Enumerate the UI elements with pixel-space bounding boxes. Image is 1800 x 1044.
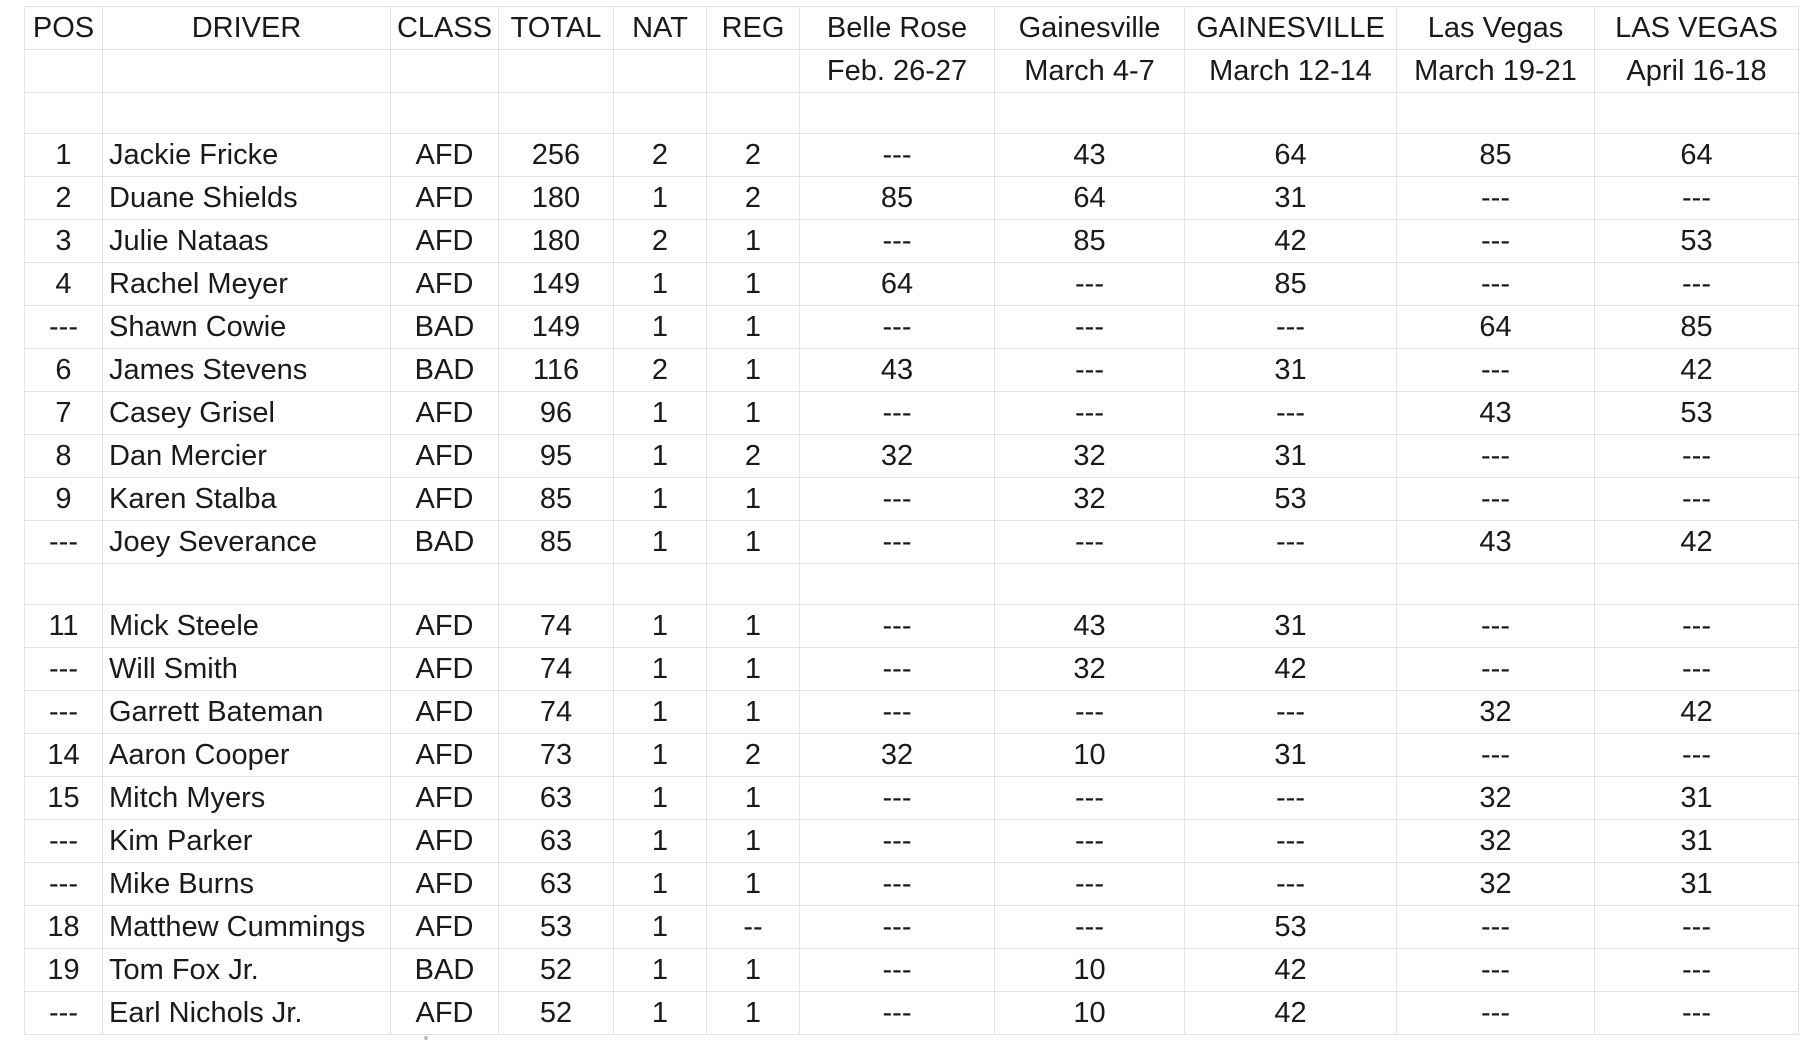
cell-pos: 18 — [25, 906, 103, 949]
scan-speck — [424, 1036, 428, 1040]
cell-pos: 11 — [25, 605, 103, 648]
cell-pos: 15 — [25, 777, 103, 820]
cell-event-1: --- — [800, 306, 995, 349]
cell-class: AFD — [391, 906, 499, 949]
cell-event-4: 32 — [1397, 777, 1595, 820]
cell-total: 149 — [499, 263, 614, 306]
spacer-row — [25, 564, 1799, 605]
cell-total: 63 — [499, 863, 614, 906]
cell-class: AFD — [391, 992, 499, 1035]
header-event-5-dates: April 16-18 — [1595, 50, 1799, 93]
cell-event-3: --- — [1185, 691, 1397, 734]
cell-event-2: 85 — [995, 220, 1185, 263]
cell-event-2: 10 — [995, 949, 1185, 992]
cell-event-3: 42 — [1185, 648, 1397, 691]
cell-event-1: 85 — [800, 177, 995, 220]
cell-event-3: 31 — [1185, 177, 1397, 220]
cell-pos: --- — [25, 521, 103, 564]
cell-nat: 1 — [614, 648, 707, 691]
cell-pos: 2 — [25, 177, 103, 220]
spacer-row — [25, 93, 1799, 134]
cell-event-4: 43 — [1397, 521, 1595, 564]
standings-table — [24, 6, 1799, 1035]
cell-nat: 1 — [614, 949, 707, 992]
standings-sheet — [24, 6, 1798, 1035]
cell-event-3: 42 — [1185, 220, 1397, 263]
table-row — [25, 863, 1799, 906]
table-row — [25, 263, 1799, 306]
cell-event-1: --- — [800, 691, 995, 734]
cell-event-4: 85 — [1397, 134, 1595, 177]
cell-event-4: --- — [1397, 263, 1595, 306]
header-empty-cell — [614, 50, 707, 93]
cell-driver: Julie Nataas — [103, 220, 391, 263]
cell-event-1: --- — [800, 906, 995, 949]
cell-driver: Mick Steele — [103, 605, 391, 648]
cell-class: AFD — [391, 734, 499, 777]
cell-driver: Duane Shields — [103, 177, 391, 220]
cell-nat: 1 — [614, 392, 707, 435]
cell-event-3: --- — [1185, 521, 1397, 564]
cell-pos: 9 — [25, 478, 103, 521]
header-empty-cell — [499, 50, 614, 93]
cell-pos: --- — [25, 648, 103, 691]
cell-event-1: --- — [800, 478, 995, 521]
cell-driver: Mike Burns — [103, 863, 391, 906]
cell-pos: --- — [25, 992, 103, 1035]
cell-reg: 1 — [707, 306, 800, 349]
cell-total: 74 — [499, 605, 614, 648]
cell-reg: 1 — [707, 521, 800, 564]
cell-class: AFD — [391, 777, 499, 820]
cell-nat: 1 — [614, 992, 707, 1035]
cell-pos: --- — [25, 820, 103, 863]
cell-driver: Earl Nichols Jr. — [103, 992, 391, 1035]
header-event-3-dates: March 12-14 — [1185, 50, 1397, 93]
cell-event-3: 31 — [1185, 349, 1397, 392]
table-row — [25, 349, 1799, 392]
cell-event-1: 64 — [800, 263, 995, 306]
cell-reg: 1 — [707, 220, 800, 263]
cell-event-4: --- — [1397, 349, 1595, 392]
cell-event-2: 32 — [995, 478, 1185, 521]
cell-reg: 1 — [707, 605, 800, 648]
cell-event-4: 43 — [1397, 392, 1595, 435]
cell-event-1: --- — [800, 605, 995, 648]
cell-total: 149 — [499, 306, 614, 349]
cell-driver: Mitch Myers — [103, 777, 391, 820]
cell-class: AFD — [391, 605, 499, 648]
cell-event-2: 43 — [995, 605, 1185, 648]
cell-event-4: --- — [1397, 605, 1595, 648]
cell-event-3: 64 — [1185, 134, 1397, 177]
header-row-1 — [25, 7, 1799, 50]
header-event-4-dates: March 19-21 — [1397, 50, 1595, 93]
cell-event-4: --- — [1397, 906, 1595, 949]
cell-reg: 1 — [707, 691, 800, 734]
header-event-2-dates: March 4-7 — [995, 50, 1185, 93]
cell-event-3: 53 — [1185, 906, 1397, 949]
table-row — [25, 306, 1799, 349]
table-row — [25, 734, 1799, 777]
cell-event-5: 42 — [1595, 521, 1799, 564]
cell-class: AFD — [391, 263, 499, 306]
cell-reg: 1 — [707, 863, 800, 906]
cell-reg: 1 — [707, 777, 800, 820]
cell-event-1: --- — [800, 392, 995, 435]
cell-event-1: --- — [800, 134, 995, 177]
cell-pos: 7 — [25, 392, 103, 435]
cell-event-2: 32 — [995, 648, 1185, 691]
table-row — [25, 648, 1799, 691]
cell-event-3: 31 — [1185, 605, 1397, 648]
cell-pos: 6 — [25, 349, 103, 392]
cell-total: 73 — [499, 734, 614, 777]
cell-class: AFD — [391, 691, 499, 734]
cell-event-3: --- — [1185, 777, 1397, 820]
cell-reg: 1 — [707, 820, 800, 863]
table-row — [25, 906, 1799, 949]
standings-body — [25, 93, 1799, 1035]
cell-event-5: 64 — [1595, 134, 1799, 177]
cell-nat: 1 — [614, 820, 707, 863]
header-row-2 — [25, 50, 1799, 93]
cell-event-5: 31 — [1595, 820, 1799, 863]
cell-event-5: --- — [1595, 949, 1799, 992]
cell-class: AFD — [391, 220, 499, 263]
cell-event-1: 43 — [800, 349, 995, 392]
cell-nat: 1 — [614, 906, 707, 949]
cell-total: 74 — [499, 648, 614, 691]
cell-reg: 1 — [707, 349, 800, 392]
cell-event-5: --- — [1595, 177, 1799, 220]
cell-total: 63 — [499, 820, 614, 863]
table-row — [25, 691, 1799, 734]
cell-pos: --- — [25, 863, 103, 906]
cell-reg: 1 — [707, 648, 800, 691]
cell-event-5: 53 — [1595, 220, 1799, 263]
cell-class: AFD — [391, 648, 499, 691]
cell-total: 180 — [499, 177, 614, 220]
cell-event-5: --- — [1595, 734, 1799, 777]
table-row — [25, 177, 1799, 220]
cell-reg: 1 — [707, 392, 800, 435]
header-empty-cell — [391, 50, 499, 93]
cell-event-4: 64 — [1397, 306, 1595, 349]
header-total: TOTAL — [499, 7, 614, 50]
table-row — [25, 478, 1799, 521]
header-event-1-dates: Feb. 26-27 — [800, 50, 995, 93]
cell-event-2: 10 — [995, 734, 1185, 777]
cell-event-4: 32 — [1397, 820, 1595, 863]
cell-event-3: --- — [1185, 306, 1397, 349]
cell-pos: 3 — [25, 220, 103, 263]
header-event-1-name: Belle Rose — [800, 7, 995, 50]
header-pos: POS — [25, 7, 103, 50]
header-empty-cell — [25, 50, 103, 93]
cell-total: 116 — [499, 349, 614, 392]
cell-event-4: --- — [1397, 435, 1595, 478]
cell-reg: -- — [707, 906, 800, 949]
cell-driver: Dan Mercier — [103, 435, 391, 478]
cell-nat: 1 — [614, 605, 707, 648]
header-event-3-name: GAINESVILLE — [1185, 7, 1397, 50]
cell-class: AFD — [391, 392, 499, 435]
cell-nat: 2 — [614, 220, 707, 263]
cell-event-5: 42 — [1595, 349, 1799, 392]
cell-event-1: --- — [800, 949, 995, 992]
cell-event-2: --- — [995, 306, 1185, 349]
cell-event-3: --- — [1185, 820, 1397, 863]
table-row — [25, 134, 1799, 177]
header-empty-cell — [707, 50, 800, 93]
cell-event-3: 85 — [1185, 263, 1397, 306]
cell-class: AFD — [391, 478, 499, 521]
cell-event-5: 42 — [1595, 691, 1799, 734]
cell-event-2: --- — [995, 392, 1185, 435]
cell-driver: Casey Grisel — [103, 392, 391, 435]
cell-event-1: --- — [800, 648, 995, 691]
cell-total: 52 — [499, 992, 614, 1035]
cell-pos: 8 — [25, 435, 103, 478]
cell-event-4: --- — [1397, 648, 1595, 691]
header-event-2-name: Gainesville — [995, 7, 1185, 50]
cell-nat: 1 — [614, 478, 707, 521]
cell-event-4: --- — [1397, 992, 1595, 1035]
table-row — [25, 521, 1799, 564]
cell-total: 85 — [499, 478, 614, 521]
cell-reg: 2 — [707, 177, 800, 220]
cell-event-1: --- — [800, 820, 995, 863]
cell-pos: 19 — [25, 949, 103, 992]
cell-driver: Rachel Meyer — [103, 263, 391, 306]
cell-driver: Kim Parker — [103, 820, 391, 863]
cell-event-1: --- — [800, 220, 995, 263]
table-row — [25, 777, 1799, 820]
cell-event-2: --- — [995, 349, 1185, 392]
header-driver: DRIVER — [103, 7, 391, 50]
cell-total: 63 — [499, 777, 614, 820]
cell-event-3: --- — [1185, 392, 1397, 435]
cell-class: BAD — [391, 349, 499, 392]
cell-event-1: --- — [800, 992, 995, 1035]
cell-driver: James Stevens — [103, 349, 391, 392]
cell-nat: 1 — [614, 863, 707, 906]
cell-driver: Will Smith — [103, 648, 391, 691]
cell-event-2: 10 — [995, 992, 1185, 1035]
cell-nat: 1 — [614, 521, 707, 564]
cell-event-3: 53 — [1185, 478, 1397, 521]
cell-event-5: --- — [1595, 478, 1799, 521]
cell-total: 52 — [499, 949, 614, 992]
header-class: CLASS — [391, 7, 499, 50]
table-row — [25, 435, 1799, 478]
header-empty-cell — [103, 50, 391, 93]
cell-nat: 1 — [614, 306, 707, 349]
cell-class: BAD — [391, 949, 499, 992]
cell-total: 74 — [499, 691, 614, 734]
cell-event-2: --- — [995, 777, 1185, 820]
cell-pos: 1 — [25, 134, 103, 177]
header-nat: NAT — [614, 7, 707, 50]
cell-event-2: 64 — [995, 177, 1185, 220]
cell-event-2: --- — [995, 521, 1185, 564]
cell-event-2: --- — [995, 863, 1185, 906]
cell-driver: Joey Severance — [103, 521, 391, 564]
cell-event-5: 31 — [1595, 777, 1799, 820]
cell-event-4: 32 — [1397, 691, 1595, 734]
cell-class: AFD — [391, 177, 499, 220]
cell-event-4: --- — [1397, 177, 1595, 220]
cell-reg: 1 — [707, 949, 800, 992]
table-row — [25, 820, 1799, 863]
cell-event-2: 43 — [995, 134, 1185, 177]
cell-event-5: 53 — [1595, 392, 1799, 435]
cell-reg: 1 — [707, 992, 800, 1035]
cell-event-2: --- — [995, 906, 1185, 949]
cell-nat: 2 — [614, 349, 707, 392]
cell-event-4: --- — [1397, 734, 1595, 777]
cell-event-4: --- — [1397, 478, 1595, 521]
header-event-5-name: LAS VEGAS — [1595, 7, 1799, 50]
header-reg: REG — [707, 7, 800, 50]
cell-reg: 2 — [707, 435, 800, 478]
cell-class: BAD — [391, 306, 499, 349]
cell-event-3: 31 — [1185, 734, 1397, 777]
cell-class: AFD — [391, 863, 499, 906]
cell-event-2: 32 — [995, 435, 1185, 478]
cell-reg: 2 — [707, 734, 800, 777]
cell-event-2: --- — [995, 691, 1185, 734]
cell-driver: Aaron Cooper — [103, 734, 391, 777]
cell-total: 96 — [499, 392, 614, 435]
cell-nat: 1 — [614, 177, 707, 220]
cell-event-5: --- — [1595, 263, 1799, 306]
cell-event-1: 32 — [800, 435, 995, 478]
cell-class: BAD — [391, 521, 499, 564]
cell-total: 95 — [499, 435, 614, 478]
cell-event-5: --- — [1595, 992, 1799, 1035]
cell-driver: Shawn Cowie — [103, 306, 391, 349]
cell-reg: 2 — [707, 134, 800, 177]
cell-driver: Matthew Cummings — [103, 906, 391, 949]
cell-driver: Karen Stalba — [103, 478, 391, 521]
cell-driver: Tom Fox Jr. — [103, 949, 391, 992]
cell-event-5: 85 — [1595, 306, 1799, 349]
cell-event-4: --- — [1397, 220, 1595, 263]
cell-class: AFD — [391, 134, 499, 177]
table-row — [25, 992, 1799, 1035]
cell-event-3: 42 — [1185, 992, 1397, 1035]
cell-event-5: --- — [1595, 906, 1799, 949]
cell-event-4: 32 — [1397, 863, 1595, 906]
cell-nat: 2 — [614, 134, 707, 177]
cell-class: AFD — [391, 820, 499, 863]
cell-event-5: --- — [1595, 605, 1799, 648]
header-event-4-name: Las Vegas — [1397, 7, 1595, 50]
table-row — [25, 392, 1799, 435]
cell-event-3: 31 — [1185, 435, 1397, 478]
cell-nat: 1 — [614, 435, 707, 478]
cell-nat: 1 — [614, 263, 707, 306]
table-row — [25, 220, 1799, 263]
cell-total: 85 — [499, 521, 614, 564]
cell-event-5: --- — [1595, 648, 1799, 691]
cell-total: 256 — [499, 134, 614, 177]
cell-event-1: 32 — [800, 734, 995, 777]
cell-event-1: --- — [800, 521, 995, 564]
cell-driver: Jackie Fricke — [103, 134, 391, 177]
cell-reg: 1 — [707, 478, 800, 521]
cell-pos: --- — [25, 306, 103, 349]
cell-total: 180 — [499, 220, 614, 263]
cell-class: AFD — [391, 435, 499, 478]
table-row — [25, 605, 1799, 648]
cell-event-4: --- — [1397, 949, 1595, 992]
cell-driver: Garrett Bateman — [103, 691, 391, 734]
cell-event-1: --- — [800, 863, 995, 906]
cell-event-2: --- — [995, 263, 1185, 306]
cell-nat: 1 — [614, 691, 707, 734]
table-row — [25, 949, 1799, 992]
cell-pos: --- — [25, 691, 103, 734]
cell-event-3: 42 — [1185, 949, 1397, 992]
cell-nat: 1 — [614, 734, 707, 777]
cell-event-1: --- — [800, 777, 995, 820]
cell-nat: 1 — [614, 777, 707, 820]
cell-event-5: 31 — [1595, 863, 1799, 906]
cell-pos: 14 — [25, 734, 103, 777]
cell-event-2: --- — [995, 820, 1185, 863]
cell-event-5: --- — [1595, 435, 1799, 478]
cell-event-3: --- — [1185, 863, 1397, 906]
cell-total: 53 — [499, 906, 614, 949]
cell-reg: 1 — [707, 263, 800, 306]
cell-pos: 4 — [25, 263, 103, 306]
